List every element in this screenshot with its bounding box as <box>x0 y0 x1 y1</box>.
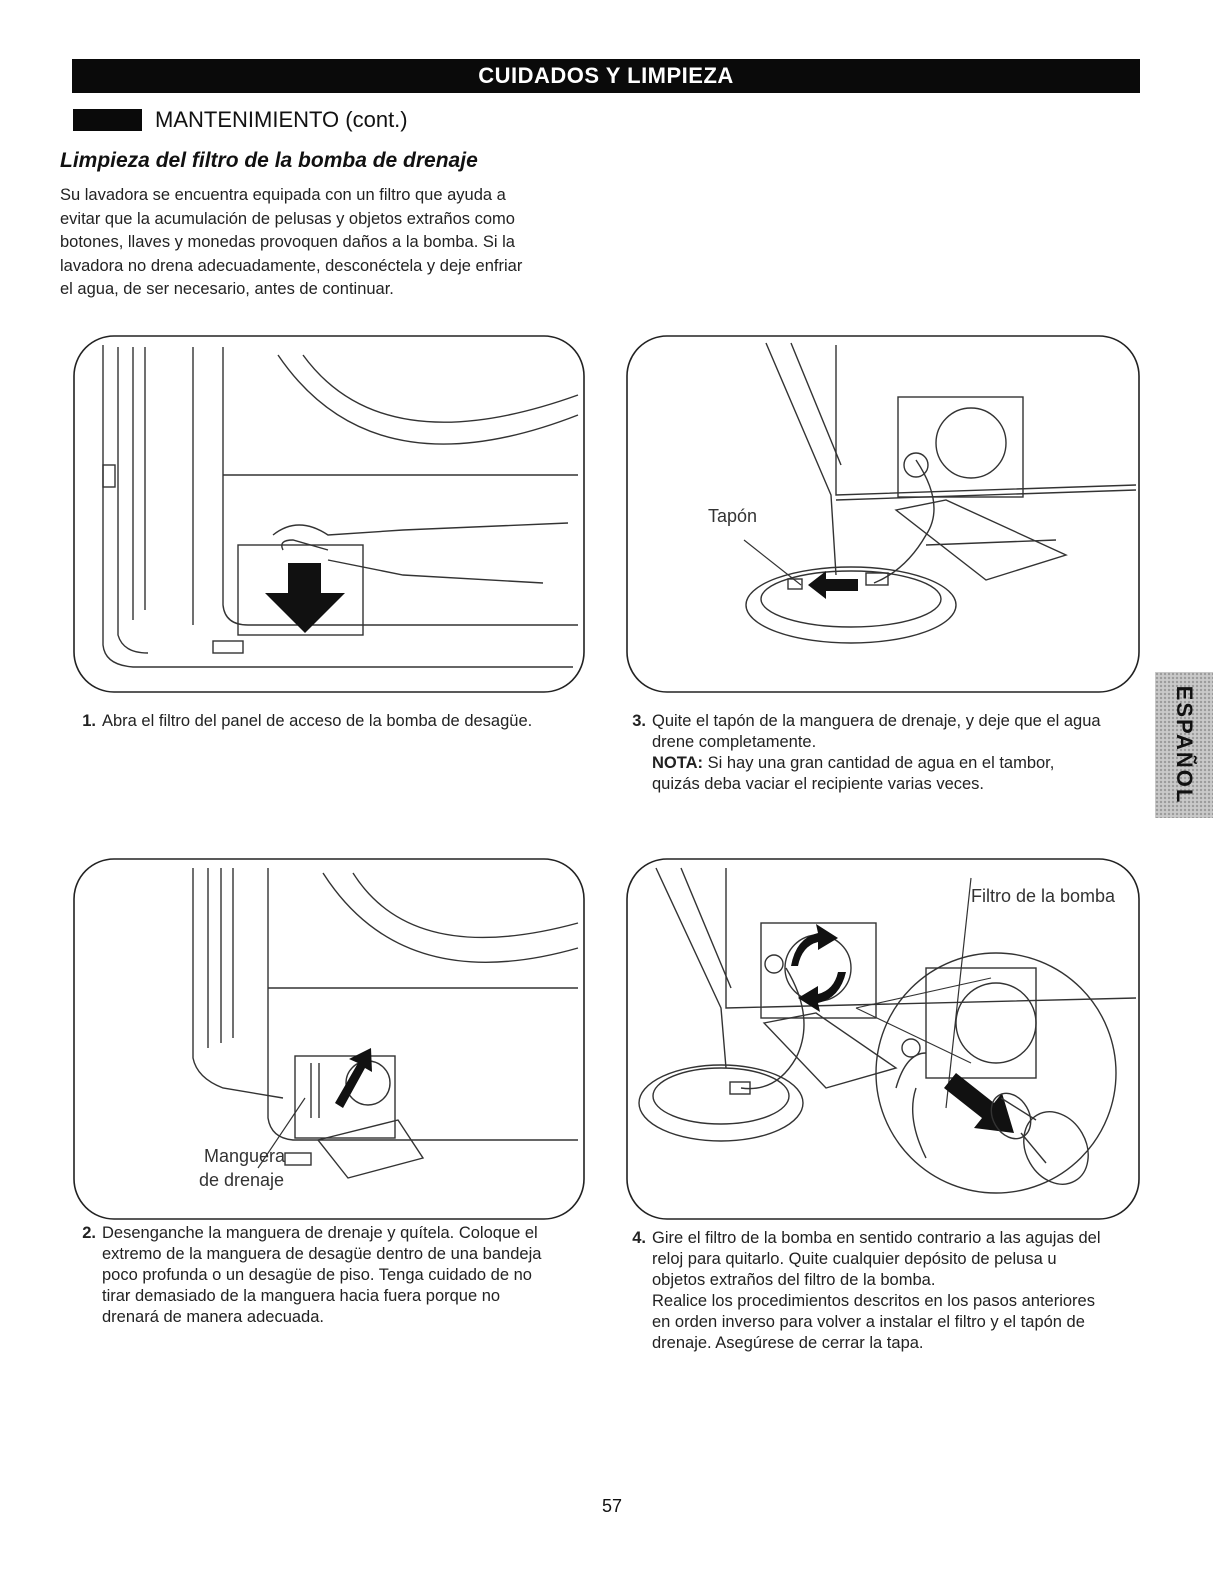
step-note <box>652 753 1148 774</box>
intro-line: botones, llaves y monedas provoquen daños a la bomba. Si la <box>60 233 515 251</box>
step-text: objetos extraños del filtro de la bomba. <box>652 1271 936 1289</box>
label-drain-hose-line2: de drenaje <box>199 1170 285 1190</box>
step-2 <box>78 1223 598 1328</box>
header-bar <box>72 59 1140 93</box>
step-text: drenará de manera adecuada. <box>102 1308 324 1326</box>
step-4 <box>628 1228 1148 1354</box>
step-text: drenaje. Asegúrese de cerrar la tapa. <box>652 1334 924 1352</box>
figure-open-access-panel <box>73 335 585 693</box>
page-number: 57 <box>601 1496 623 1516</box>
step-3 <box>628 711 1148 795</box>
note-text: quizás deba vaciar el recipiente varias veces. <box>652 775 985 793</box>
step-number: 1. <box>82 712 96 730</box>
note-label: NOTA: <box>652 754 704 772</box>
note-text: Si hay una gran cantidad de agua en el tambor, <box>703 754 1055 772</box>
step-number: 2. <box>82 1224 96 1242</box>
language-tab <box>1155 672 1213 818</box>
header-title: CUIDADOS Y LIMPIEZA <box>478 63 734 88</box>
step-1 <box>78 711 598 732</box>
language-tab-label: ESPAÑOL <box>1172 685 1197 805</box>
step-text: extremo de la manguera de desagüe dentro de una bandeja <box>102 1245 542 1263</box>
step-text: drene completamente. <box>652 733 817 751</box>
intro-line: Su lavadora se encuentra equipada con un filtro que ayuda a <box>60 186 506 204</box>
step-text: Gire el filtro de la bomba en sentido contrario a las agujas del <box>652 1229 1101 1247</box>
step-text: reloj para quitarlo. Quite cualquier depósito de pelusa u <box>652 1250 1057 1268</box>
step-number: 4. <box>632 1229 646 1247</box>
step-text: tirar demasiado de la manguera hacia fuera porque no <box>102 1287 501 1305</box>
step-text: Abra el filtro del panel de acceso de la bomba de desagüe. <box>102 712 533 730</box>
intro-paragraph <box>60 184 580 302</box>
figure-pump-filter <box>626 858 1140 1220</box>
step-text: poco profunda o un desagüe de piso. Tenga cuidado de no <box>102 1266 532 1284</box>
label-drain-hose-line1: Manguera <box>204 1146 286 1166</box>
subsection-title: Limpieza del filtro de la bomba de drenaje <box>60 149 478 172</box>
step-text: en orden inverso para volver a instalar el filtro y el tapón de <box>652 1313 1085 1331</box>
pump-filter-illustration <box>626 858 1140 1220</box>
step-text: Realice los procedimientos descritos en los pasos anteriores <box>652 1292 1095 1310</box>
label-pump-filter: Filtro de la bomba <box>971 886 1116 906</box>
drain-hose-illustration <box>73 858 585 1220</box>
step-number: 3. <box>632 712 646 730</box>
intro-line: evitar que la acumulación de pelusas y objetos extraños como <box>60 209 515 228</box>
intro-line: lavadora no drena adecuadamente, desconéctela y deje enfriar <box>60 256 523 275</box>
step-text: Quite el tapón de la manguera de drenaje, y deje que el agua <box>652 712 1101 730</box>
figure-remove-plug <box>626 335 1140 693</box>
plug-removal-illustration <box>626 335 1140 693</box>
section-title: MANTENIMIENTO (cont.) <box>155 107 408 132</box>
intro-line: el agua, de ser necesario, antes de continuar. <box>60 280 394 298</box>
label-plug: Tapón <box>708 506 758 526</box>
section-marker <box>73 109 142 131</box>
figure-drain-hose <box>73 858 585 1220</box>
step-text: Desenganche la manguera de drenaje y quítela. Coloque el <box>102 1224 538 1242</box>
washer-panel-illustration <box>73 335 585 693</box>
